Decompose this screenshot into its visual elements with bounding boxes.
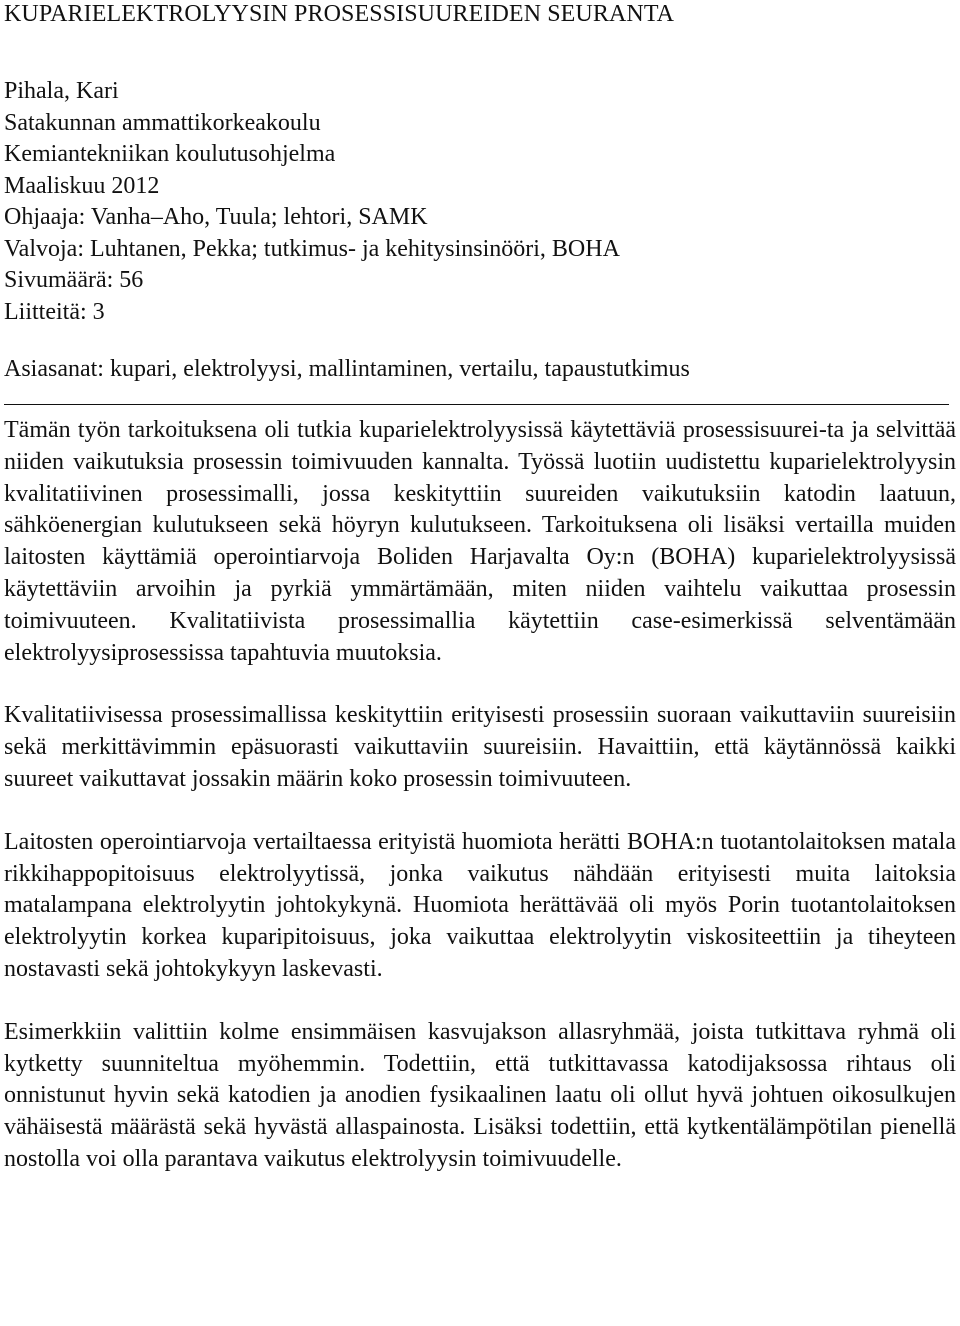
keywords: Asiasanat: kupari, elektrolyysi, mallintaminen, vertailu, tapaustutkimus (4, 356, 690, 382)
author: Pihala, Kari (4, 78, 119, 104)
appendix-count: Liitteitä: 3 (4, 298, 105, 325)
abstract-paragraph: Tämän työn tarkoituksena oli tutkia kuparielektrolyysissä käytettäviä prosessisuurei-ta ja selvittää niiden vaikutuksia prosessin toimivuuden kannalta. Työssä luotiin uudistettu kuparielektrolyysin kvalitatiivinen prosessimalli, jossa keskityttiin suureiden vaikutuksiin katodin laatuun, sähköenergian kulutukseen sekä höyryn kulutukseen. Tarkoituksena oli lisäksi vertailla muiden laitosten käyttämiä operointiarvoja Boliden Harjavalta Oy:n (BOHA) kuparielektrolyysissä käytettäviin arvoihin ja pyrkiä ymmärtämään, miten niiden vaihtelu vaikuttaa prosessin toimivuuteen. Kvalitatiivista prosessimallia käytettiin case-esimerkissä selventämään elektrolyysiprosessissa tapahtuvia muutoksia. (4, 417, 956, 666)
document-page (4, 0, 956, 1176)
document-title: KUPARIELEKTROLYYSIN PROSESSISUUREIDEN SEURANTA (4, 1, 675, 27)
supervisor: Ohjaaja: Vanha–Aho, Tuula; lehtori, SAMK (4, 204, 428, 230)
divider-rule (4, 404, 949, 405)
examiner: Valvoja: Luhtanen, Pekka; tutkimus- ja kehitysinsinööri, BOHA (4, 235, 620, 262)
abstract (4, 415, 956, 1176)
degree-programme: Kemiantekniikan koulutusohjelma (4, 141, 336, 167)
institution: Satakunnan ammattikorkeakoulu (4, 109, 321, 136)
abstract-paragraph: Laitosten operointiarvoja vertailtaessa erityistä huomiota herätti BOHA:n tuotantolaitoksen matala rikkihappopitoisuus elektrolyytissä, jonka vaikutus nähdään erityisesti muita laitoksia matalampana elektrolyytin johtokykynä. Huomiota herättävää oli myös Porin tuotantolaitoksen elektrolyytin korkea kuparipitoisuus, joka vaikuttaa elektrolyytin viskositeettiin ja tiheyteen nostavasti sekä johtokykyyn laskevasti. (4, 828, 956, 982)
abstract-paragraph: Esimerkkiin valittiin kolme ensimmäisen kasvujakson allasryhmää, joista tutkittava ryhmä oli kytketty suunniteltua myöhemmin. Todettiin, että tutkittavassa katodijaksossa rihtaus oli onnistunut hyvin sekä katodien ja anodien fysikaalinen laatu oli ollut hyvä johtuen oikosulkujen vähäisestä määrästä sekä hyvästä allaspainosta. Lisäksi todettiin, että kytkentälämpötilan pienellä nostolla voi olla parantava vaikutus elektrolyysin toimivuudelle. (4, 1018, 956, 1172)
date: Maaliskuu 2012 (4, 172, 160, 199)
page-count: Sivumäärä: 56 (4, 267, 144, 293)
document-metadata (4, 76, 956, 328)
abstract-paragraph: Kvalitatiivisessa prosessimallissa keskityttiin erityisesti prosessiin suoraan vaikuttaviin suureisiin sekä merkittävimmin epäsuorasti vaikuttaviin suureisiin. Havaittiin, että käytännössä kaikki suureet vaikuttavat jossakin määrin koko prosessin toimivuuteen. (4, 702, 956, 792)
